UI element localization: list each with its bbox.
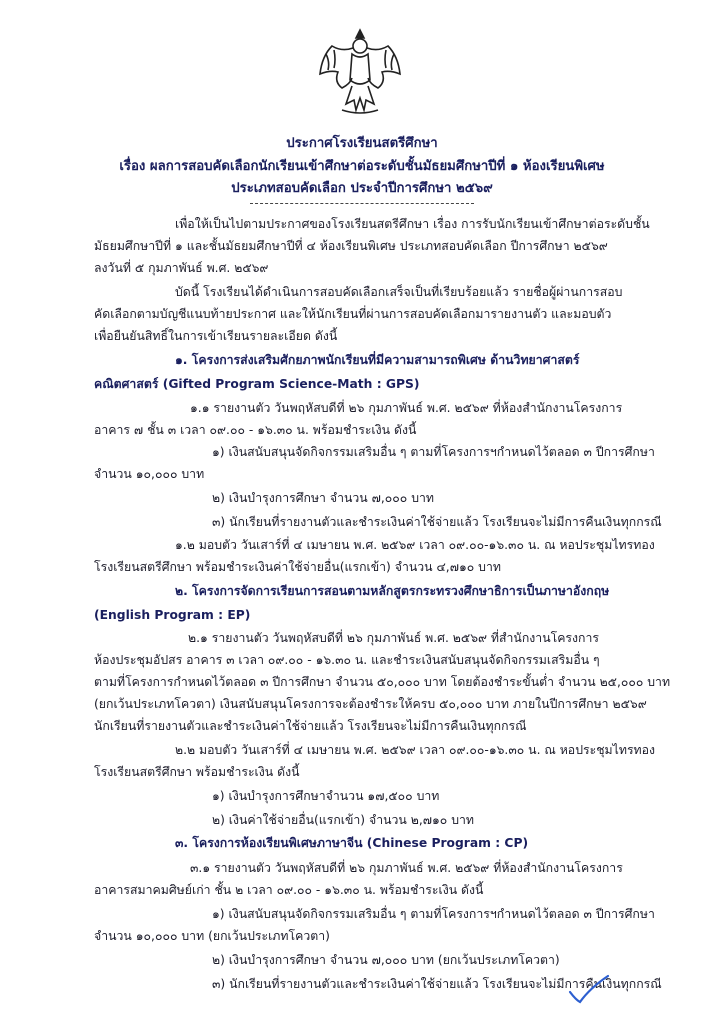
para2-line-1: บัดนี้ โรงเรียนได้ดำเนินการสอบคัดเลือกเสร็จเป็นที่เรียบร้อยแล้ว รายชื่อผู้ผ่านการสอบ <box>175 285 623 299</box>
item-1-1-3: ๓) นักเรียนที่รายงานตัวและชำระเงินค่าใช้จ่ายแล้ว โรงเรียนจะไม่มีการคืนเงินทุกกรณี <box>212 515 662 529</box>
item-2-1-line-1: ๒.๑ รายงานตัว วันพฤหัสบดีที่ ๒๖ กุมภาพันธ์ พ.ศ. ๒๕๖๙ ที่สำนักงานโครงการ <box>188 631 599 645</box>
item-2-1-line-5: นักเรียนที่รายงานตัวและชำระเงินค่าใช้จ่ายแล้ว โรงเรียนจะไม่มีการคืนเงินทุกกรณี <box>94 719 527 733</box>
item-2-2-line-1: ๒.๒ มอบตัว วันเสาร์ที่ ๔ เมษายน พ.ศ. ๒๕๖๙ เวลา ๐๙.๐๐-๑๖.๓๐ น. ณ หอประชุมไทรทอง <box>175 743 656 757</box>
item-1-1-1-line-1: ๑) เงินสนับสนุนจัดกิจกรรมเสริมอื่น ๆ ตามที่โครงการฯกำหนดไว้ตลอด ๓ ปีการศึกษา <box>212 445 655 459</box>
garuda-emblem-icon <box>312 26 408 118</box>
item-2-2-2: ๒) เงินค่าใช้จ่ายอื่น(แรกเข้า) จำนวน ๒,๗๑๐ บาท <box>212 813 475 827</box>
item-1-2-line-1: ๑.๒ มอบตัว วันเสาร์ที่ ๔ เมษายน พ.ศ. ๒๕๖๙ เวลา ๐๙.๐๐-๑๖.๓๐ น. ณ หอประชุมไทรทอง <box>175 538 655 552</box>
item-3-1-1-line-1: ๑) เงินสนับสนุนจัดกิจกรรมเสริมอื่น ๆ ตามที่โครงการฯกำหนดไว้ตลอด ๓ ปีการศึกษา <box>212 907 655 921</box>
intro-line-2: มัธยมศึกษาปีที่ ๑ และชั้นมัธยมศึกษาปีที่ ๔ ห้องเรียนพิเศษ ประเภทสอบคัดเลือก ปีการศึกษา ๒๕๖๙ <box>94 239 608 253</box>
separator-line <box>250 203 474 204</box>
section-1-subheading: คณิตศาสตร์ (Gifted Program Science-Math : GPS) <box>94 377 420 391</box>
item-3-1-2: ๒) เงินบำรุงการศึกษา จำนวน ๗,๐๐๐ บาท (ยกเว้นประเภทโควตา) <box>212 953 560 967</box>
document-title: ประกาศโรงเรียนสตรีศึกษา <box>286 136 438 151</box>
item-2-1-line-2: ห้องประชุมอัปสร อาคาร ๓ เวลา ๐๙.๐๐ - ๑๖.๓๐ น. และชำระเงินสนับสนุนจัดกิจกรรมเสริมอื่น ๆ <box>94 653 600 667</box>
item-1-2-line-2: โรงเรียนสตรีศึกษา พร้อมชำระเงินค่าใช้จ่ายอื่น(แรกเข้า) จำนวน ๔,๗๑๐ บาท <box>94 560 501 574</box>
item-3-1-line-2: อาคารสมาคมศิษย์เก่า ชั้น ๒ เวลา ๐๙.๐๐ - ๑๖.๓๐ น. พร้อมชำระเงิน ดังนี้ <box>94 883 484 897</box>
section-2-heading: ๒. โครงการจัดการเรียนการสอนตามหลักสูตรกระทรวงศึกษาธิการเป็นภาษาอังกฤษ <box>175 584 610 598</box>
item-1-1-line-2: อาคาร ๗ ชั้น ๓ เวลา ๐๙.๐๐ - ๑๖.๓๐ น. พร้อมชำระเงิน ดังนี้ <box>94 423 417 437</box>
checkmark-icon <box>566 972 612 1006</box>
section-3-heading: ๓. โครงการห้องเรียนพิเศษภาษาจีน (Chinese Program : CP) <box>175 836 529 850</box>
intro-line-3: ลงวันที่ ๕ กุมภาพันธ์ พ.ศ. ๒๕๖๙ <box>94 261 269 275</box>
subject-line-2: ประเภทสอบคัดเลือก ประจำปีการศึกษา ๒๕๖๙ <box>231 181 493 196</box>
item-3-1-1-line-2: จำนวน ๑๐,๐๐๐ บาท (ยกเว้นประเภทโควตา) <box>94 929 330 943</box>
item-3-1-line-1: ๓.๑ รายงานตัว วันพฤหัสบดีที่ ๒๖ กุมภาพันธ์ พ.ศ. ๒๕๖๙ ที่ห้องสำนักงานโครงการ <box>190 861 623 875</box>
item-2-2-line-2: โรงเรียนสตรีศึกษา พร้อมชำระเงิน ดังนี้ <box>94 765 300 779</box>
item-2-1-line-4: (ยกเว้นประเภทโควตา) เงินสนับสนุนโครงการจะต้องชำระให้ครบ ๕๐,๐๐๐ บาท ภายในปีการศึกษา ๒๕๖๙ <box>94 697 647 711</box>
para2-line-3: เพื่อยืนยันสิทธิ์ในการเข้าเรียนรายละเอียด ดังนี้ <box>94 329 338 343</box>
item-2-1-line-3: ตามที่โครงการกำหนดไว้ตลอด ๓ ปีการศึกษา จำนวน ๕๐,๐๐๐ บาท โดยต้องชำระขั้นต่ำ จำนวน ๒๕,๐๐๐ บาท <box>94 675 671 689</box>
item-1-1-line-1: ๑.๑ รายงานตัว วันพฤหัสบดีที่ ๒๖ กุมภาพันธ์ พ.ศ. ๒๕๖๙ ที่ห้องสำนักงานโครงการ <box>190 401 623 415</box>
item-2-2-1: ๑) เงินบำรุงการศึกษาจำนวน ๑๗,๕๐๐ บาท <box>212 789 440 803</box>
item-1-1-1-line-2: จำนวน ๑๐,๐๐๐ บาท <box>94 467 205 481</box>
subject-line-1: เรื่อง ผลการสอบคัดเลือกนักเรียนเข้าศึกษาต่อระดับชั้นมัธยมศึกษาปีที่ ๑ ห้องเรียนพิเศษ <box>119 159 605 174</box>
item-1-1-2: ๒) เงินบำรุงการศึกษา จำนวน ๗,๐๐๐ บาท <box>212 491 435 505</box>
intro-line-1: เพื่อให้เป็นไปตามประกาศของโรงเรียนสตรีศึกษา เรื่อง การรับนักเรียนเข้าศึกษาต่อระดับชั้น <box>175 217 650 231</box>
item-3-1-3: ๓) นักเรียนที่รายงานตัวและชำระเงินค่าใช้จ่ายแล้ว โรงเรียนจะไม่มีการคืนเงินทุกกรณี <box>212 977 662 991</box>
para2-line-2: คัดเลือกตามบัญชีแนบท้ายประกาศ และให้นักเรียนที่ผ่านการสอบคัดเลือกมารายงานตัว และมอบตัว <box>94 307 612 321</box>
section-2-subheading: (English Program : EP) <box>94 608 251 622</box>
section-1-heading: ๑. โครงการส่งเสริมศักยภาพนักเรียนที่มีความสามารถพิเศษ ด้านวิทยาศาสตร์ <box>175 353 580 367</box>
